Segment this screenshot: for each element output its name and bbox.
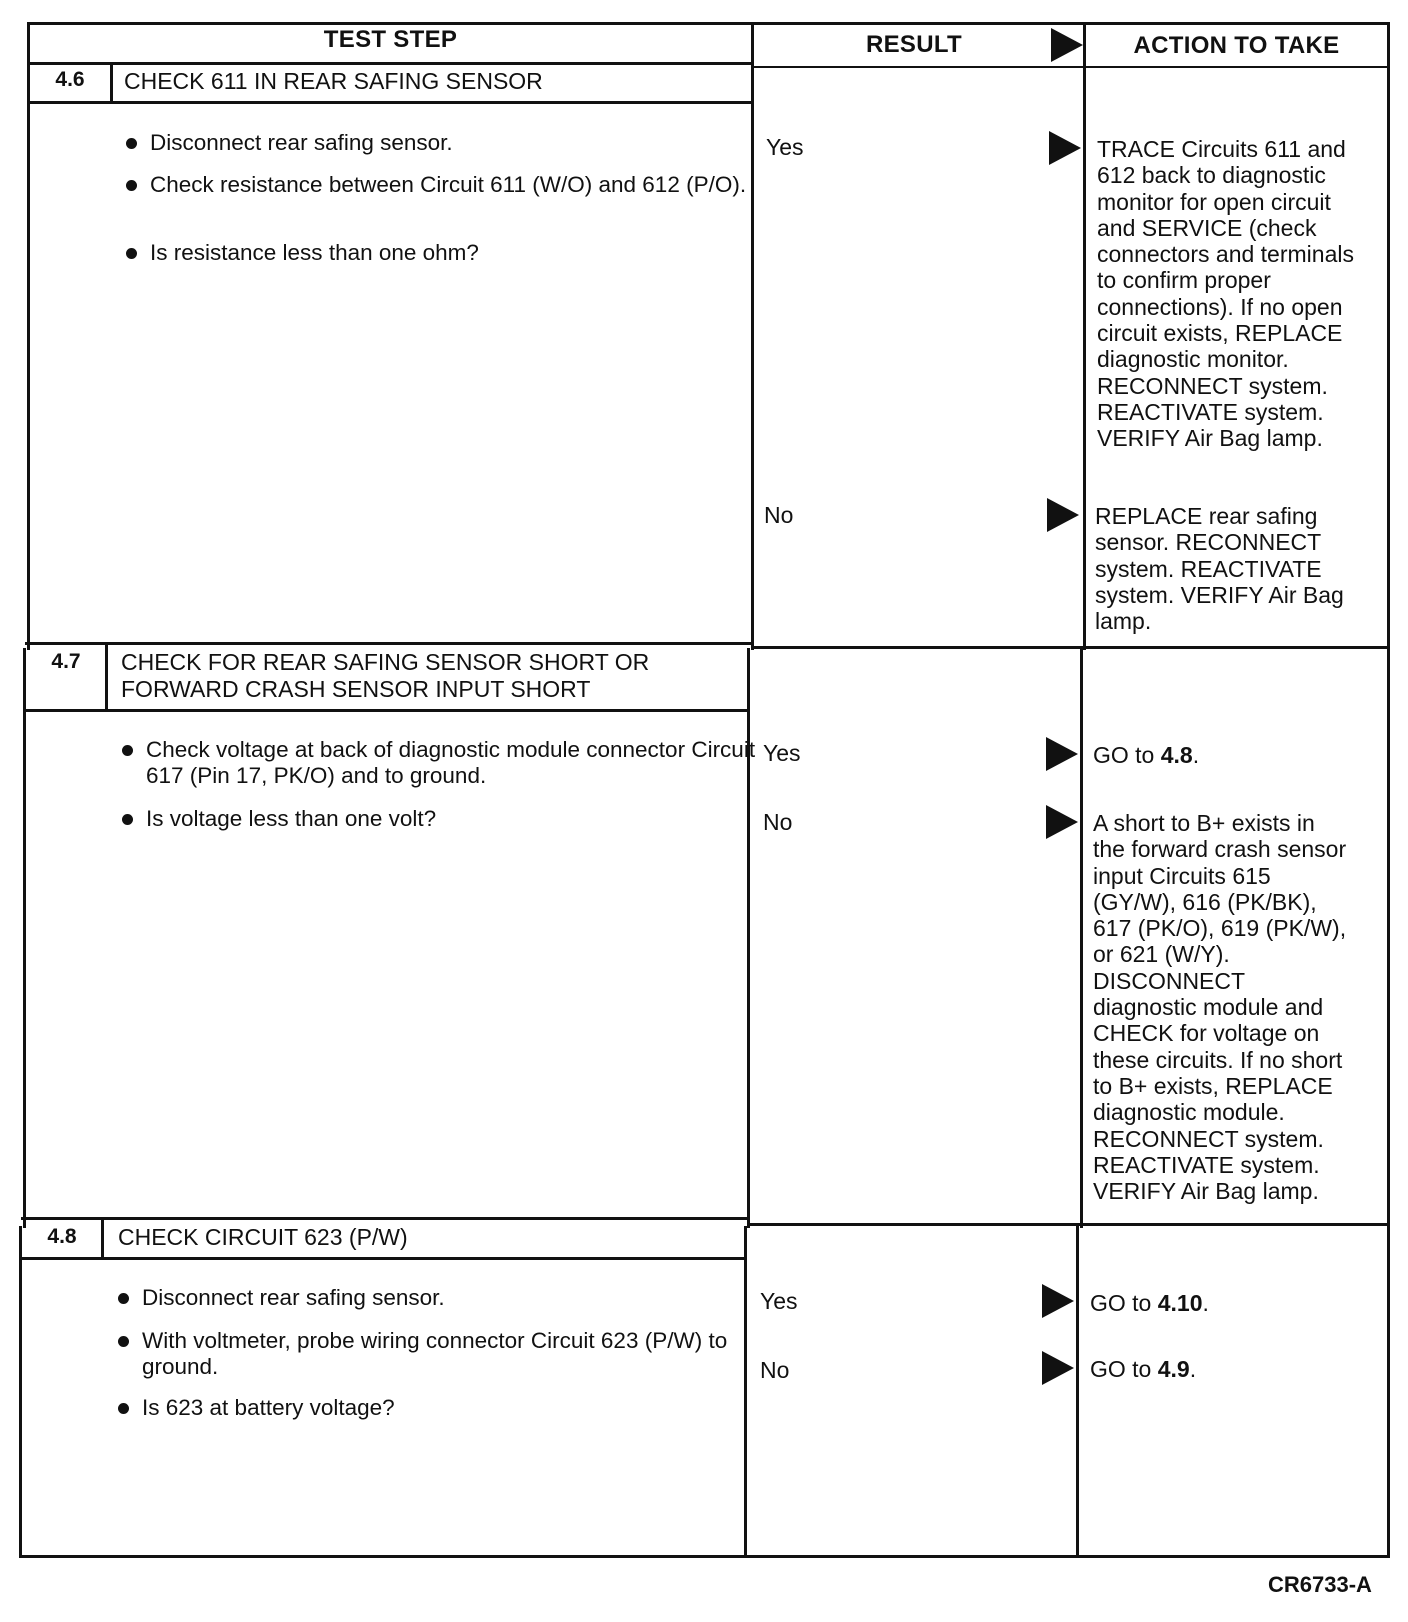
action-text: REPLACE rear safing sensor. RECONNECT system. REACTIVATE system. VERIFY Air Bag lamp. (1095, 503, 1344, 635)
step-separator (25, 642, 753, 645)
action-text: TRACE Circuits 611 and 612 back to diagnostic monitor for open circuit and SERVICE (check connectors and terminals to confirm proper connections). If no open circuit exists, REPLACE diagnostic monitor. RECONNECT system. REACTIVATE system. VERIFY Air Bag lamp. (1097, 136, 1354, 452)
step-title: CHECK 611 IN REAR SAFING SENSOR (124, 68, 543, 94)
header-divider (752, 66, 1388, 68)
arrow-icon (1046, 805, 1078, 839)
step-bullet: Disconnect rear safing sensor. (122, 130, 750, 156)
arrow-icon (1042, 1284, 1074, 1318)
action-text: A short to B+ exists in the forward crash sensor input Circuits 615 (GY/W), 616 (PK/BK), 617 (PK/O), 619 (PK/W), or 621 (W/Y). DISCONNECT diagnostic module and CHECK for voltage on these circuits. If no short to B+ exists, REPLACE diagnostic module. RECONNECT system. REACTIVATE system. VERIFY Air Bag lamp. (1093, 810, 1347, 1205)
figure-code: CR6733-A (1268, 1572, 1372, 1597)
step-number: 4.7 (51, 650, 81, 673)
column-separator (1076, 1226, 1079, 1558)
step-separator (748, 1223, 1388, 1226)
step-separator (21, 1217, 749, 1220)
header-test-step: TEST STEP (323, 26, 458, 53)
result-no: No (760, 1357, 790, 1383)
result-no: No (763, 809, 793, 835)
step-bullet: Is 623 at battery voltage? (114, 1395, 752, 1421)
step-title-divider (21, 1257, 746, 1260)
step-title-divider (29, 101, 752, 104)
arrow-icon (1049, 131, 1081, 165)
action-step-reference: 4.9 (1157, 1356, 1190, 1382)
table-border-left (27, 22, 30, 650)
header-arrow-icon (1051, 28, 1083, 62)
step-number: 4.8 (47, 1225, 77, 1248)
action-text (1093, 742, 1383, 768)
action-go-to-text: GO to (1090, 1290, 1158, 1316)
step-number-divider (110, 62, 113, 102)
step-bullet: With voltmeter, probe wiring connector Circuit 623 (P/W) to ground. (114, 1328, 752, 1380)
header-action: ACTION TO TAKE (1133, 32, 1340, 59)
step-bullet: Check voltage at back of diagnostic module connector Circuit 617 (Pin 17, PK/O) and to ground. (118, 737, 756, 789)
action-go-to-text: GO to (1090, 1356, 1158, 1382)
result-no: No (764, 502, 794, 528)
arrow-icon (1042, 1351, 1074, 1385)
arrow-icon (1047, 498, 1079, 532)
step-bullet: Disconnect rear safing sensor. (114, 1285, 752, 1311)
action-suffix: . (1202, 1290, 1209, 1316)
table-border-top (29, 22, 1390, 25)
action-go-to-text: GO to (1093, 742, 1161, 768)
column-separator (1080, 648, 1083, 1228)
arrow-icon (1046, 737, 1078, 771)
step-title: CHECK CIRCUIT 623 (P/W) (118, 1224, 408, 1250)
action-text (1090, 1290, 1380, 1316)
step-separator (752, 646, 1388, 649)
action-suffix: . (1192, 742, 1200, 768)
header-result: RESULT (865, 31, 963, 58)
table-border-left (19, 1226, 22, 1558)
step-bullet: Check resistance between Circuit 611 (W/O) and 612 (P/O). (122, 172, 750, 198)
step-bullet: Is voltage less than one volt? (118, 806, 756, 832)
action-step-reference: 4.8 (1160, 742, 1193, 768)
table-border-bottom (19, 1555, 1388, 1558)
step-title: CHECK FOR REAR SAFING SENSOR SHORT OR FORWARD CRASH SENSOR INPUT SHORT (121, 649, 650, 702)
result-yes: Yes (766, 134, 804, 160)
step-number: 4.6 (55, 68, 85, 91)
action-step-reference: 4.10 (1157, 1290, 1203, 1316)
column-separator (747, 648, 750, 1228)
table-border-left (23, 648, 26, 1228)
header-divider (29, 62, 752, 65)
column-separator (744, 1226, 747, 1558)
result-yes: Yes (763, 740, 801, 766)
step-bullet: Is resistance less than one ohm? (122, 240, 750, 266)
action-text (1090, 1356, 1380, 1382)
table-border-right (1387, 22, 1390, 1558)
action-suffix: . (1189, 1356, 1197, 1382)
column-separator (751, 22, 754, 650)
step-title-divider (25, 709, 749, 712)
column-separator (1083, 22, 1086, 650)
result-yes: Yes (760, 1288, 798, 1314)
